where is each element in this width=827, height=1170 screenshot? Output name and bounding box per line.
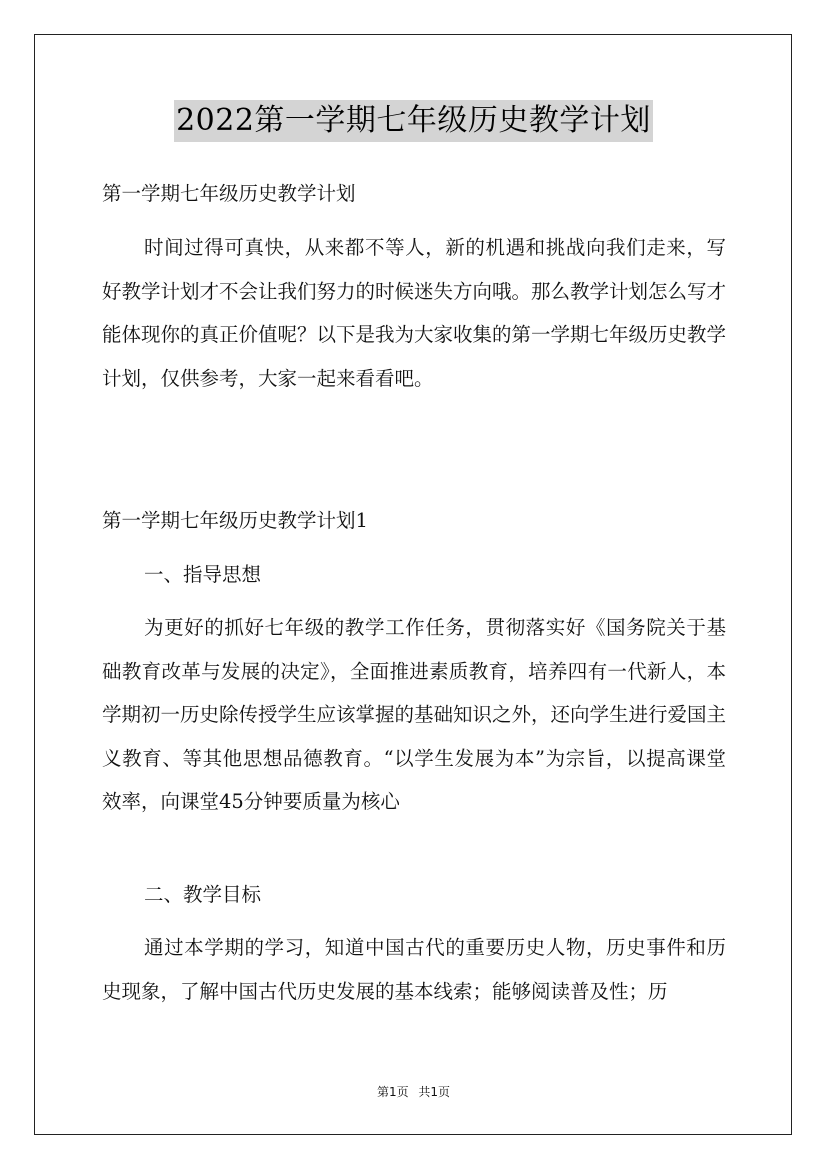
heading-teaching-goals: 二、教学目标 <box>144 883 262 906</box>
page-number-current: 第1页 <box>376 1085 409 1099</box>
title-container <box>0 100 827 142</box>
document-title: 2022第一学期七年级历史教学计划 <box>174 100 653 142</box>
intro-paragraph: 时间过得可真快，从来都不等人，新的机遇和挑战向我们走来，写好教学计划才不会让我们努力的时候迷失方向哦。那么教学计划怎么写才能体现你的真正价值呢？以下是我为大家收集的第一学期七年级历史教学计划，仅供参考，大家一起来看看吧。 <box>102 236 727 390</box>
teaching-goals-paragraph: 通过本学期的学习，知道中国古代的重要历史人物，历史事件和历史现象，了解中国古代历史发展的基本线索；能够阅读普及性；历 <box>102 936 726 1003</box>
page-footer <box>0 1084 827 1100</box>
guiding-thought-paragraph: 为更好的抓好七年级的教学工作任务，贯彻落实好《国务院关于基础教育改革与发展的决定》，全面推进素质教育，培养四有一代新人，本学期初一历史除传授学生应该掌握的基础知识之外，还向学生进行爱国主义教育、等其他思想品德教育。“以学生发展为本”为宗旨，以提高课堂效率，向课堂45分钟要质量为核心 <box>102 616 727 813</box>
page-number-total: 共1页 <box>418 1085 451 1099</box>
heading-guiding-thought: 一、指导思想 <box>144 563 262 586</box>
document-subtitle: 第一学期七年级历史教学计划 <box>102 182 356 205</box>
section-title: 第一学期七年级历史教学计划1 <box>102 509 368 532</box>
